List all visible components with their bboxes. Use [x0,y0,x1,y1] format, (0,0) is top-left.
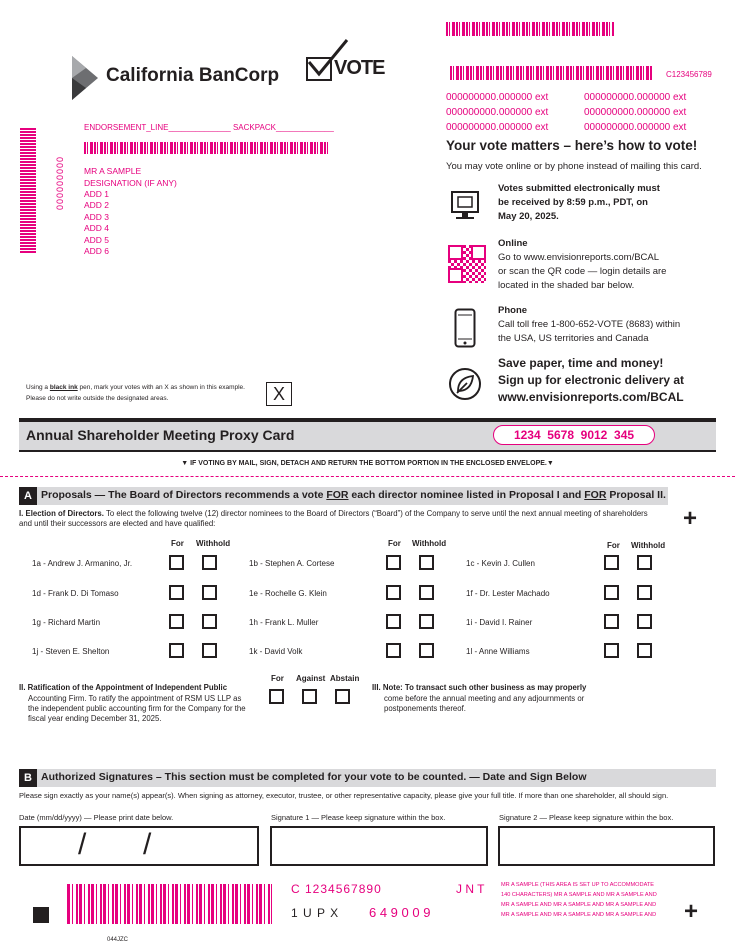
nominee-1b-withhold-checkbox[interactable] [419,555,434,570]
ext-left-3: 000000000.000000 ext [446,122,549,133]
proposal-2-line-2: Accounting Firm. To ratify the appointment of RSM US LLP as [28,694,242,703]
nominee-1e-withhold-checkbox[interactable] [419,585,434,600]
proposal-2-line-4: fiscal year ending December 31, 2025. [28,714,162,723]
nominee-1l-withhold-checkbox[interactable] [637,643,652,658]
nominee-1c-for-checkbox[interactable] [604,555,619,570]
plus-mark-footer: + [684,898,699,925]
phone-title: Phone [498,305,528,316]
deadline-line-2: be received by 8:59 p.m., PDT, on [498,197,648,208]
nominee-1f-for-checkbox[interactable] [604,585,619,600]
online-line-1: Go to www.envisionreports.com/BCAL [498,252,660,263]
nominee-1d-label: 1d - Frank D. Di Tomaso [32,589,119,598]
deadline-line-1: Votes submitted electronically must [498,183,660,194]
proposal-3-line-3: postponements thereof. [384,704,466,713]
proposal-2-line-3: the independent public accounting firm for the Company for the [28,704,246,713]
section-a-title-mid: each director nominee listed in Proposal I and [348,489,585,501]
title-bottom-rule [19,450,716,452]
phone-line-1: Call toll free 1-800-652-VOTE (8683) within [498,319,681,330]
nominee-1i-for-checkbox[interactable] [604,614,619,629]
nominee-1h-label: 1h - Frank L. Muller [249,618,319,627]
address-line-6: ADD 6 [84,246,110,256]
section-b-letter: B [19,769,37,787]
sig2-label: Signature 2 — Please keep signature within the box. [499,813,674,822]
address-line-2: ADD 2 [84,200,110,210]
phone-line-2: the USA, US territories and Canada [498,333,649,344]
mail-barcode [450,66,652,80]
proposal-3-line-1: III. Note: To transact such other business as may properly [372,683,587,692]
nominee-1i-label: 1i - David I. Rainer [466,618,533,627]
col-withhold-1: Withhold [196,539,231,548]
card-title: Annual Shareholder Meeting Proxy Card [26,427,295,443]
vote-info-title: Your vote matters – here’s how to vote! [446,138,698,153]
save-line-1: Save paper, time and money! [498,356,664,370]
section-a-letter: A [19,487,37,505]
nominee-1l-label: 1l - Anne Williams [466,647,530,656]
section-a-title [41,489,666,501]
nominee-1g-label: 1g - Richard Martin [32,618,101,627]
online-line-2: or scan the QR code — login details are [498,266,667,277]
col-withhold-2: Withhold [412,539,447,548]
address-line-designation: DESIGNATION (IF ANY) [84,178,177,188]
left-barcode [20,128,36,253]
nominee-1c-label: 1c - Kevin J. Cullen [466,559,535,568]
ink-black: black ink [49,384,78,391]
footer-number: 6 4 9 0 0 9 [369,905,431,920]
nominee-1k-for-checkbox[interactable] [386,643,401,658]
nominee-1k-label: 1k - David Volk [249,647,303,656]
nominee-1b-for-checkbox[interactable] [386,555,401,570]
nominee-1l-for-checkbox[interactable] [604,643,619,658]
nominee-1k-withhold-checkbox[interactable] [419,643,434,658]
address-code: 000000000 [55,155,65,210]
nominee-1h-for-checkbox[interactable] [386,614,401,629]
footer-square [33,907,49,923]
section-a-for-2: FOR [584,489,607,501]
proposal-2-abstain-checkbox[interactable] [335,689,350,704]
nominee-1j-for-checkbox[interactable] [169,643,184,658]
nominee-1g-for-checkbox[interactable] [169,614,184,629]
nominee-1d-withhold-checkbox[interactable] [202,585,217,600]
section-a-for-1: FOR [326,489,349,501]
proposal-2-against-checkbox[interactable] [302,689,317,704]
section-a-bar [19,487,668,505]
control-number-pill [493,425,655,445]
ink-prefix: Using a [26,384,50,391]
nominee-1a-label: 1a - Andrew J. Armanino, Jr. [32,559,133,568]
vote-info-subtitle: You may vote online or by phone instead of mailing this card. [446,161,702,172]
ext-left-2: 000000000.000000 ext [446,107,549,118]
proposal-3-line-2: come before the annual meeting and any adjournments or [384,694,585,703]
section-a-title-pre: Proposals — The Board of Directors recommends a vote [41,489,327,501]
address-barcode [84,142,330,154]
nominee-1h-withhold-checkbox[interactable] [419,614,434,629]
ext-right-2: 000000000.000000 ext [584,107,687,118]
signature-2-field[interactable] [498,826,715,866]
footer-code: C 1234567890 [291,882,382,896]
footer-sample-3: MR A SAMPLE AND MR A SAMPLE AND MR A SAMPLE AND [501,902,657,908]
company-logo-icon [72,56,98,100]
detach-instruction: ▼ IF VOTING BY MAIL, SIGN, DETACH AND RETURN THE BOTTOM PORTION IN THE ENCLOSED ENVELOPE.▼ [181,460,554,467]
save-line-3: www.envisionreports.com/BCAL [498,390,684,404]
section-b-instruction: Please sign exactly as your name(s) appear(s). When signing as attorney, executor, trustee, or other representative capacity, please give your full title. If more than one shareholder, all should sign. [19,791,669,800]
footer-upx: 1 U P X [291,906,340,920]
footer-barcode [67,884,272,924]
nominee-1a-withhold-checkbox[interactable] [202,555,217,570]
endorsement-line: ENDORSEMENT_LINE______________ SACKPACK_____________ [84,123,334,132]
proposal-1-label: I. Election of Directors. [19,509,104,518]
online-line-3: located in the shaded bar below. [498,280,635,291]
p2-col-for: For [271,674,284,683]
signature-1-field[interactable] [270,826,488,866]
nominee-1b-label: 1b - Stephen A. Cortese [249,559,335,568]
date-label: Date (mm/dd/yyyy) — Please print date below. [19,813,174,822]
qr-corner-2 [471,245,486,260]
nominee-1e-label: 1e - Rochelle G. Klein [249,589,327,598]
nominee-1e-for-checkbox[interactable] [386,585,401,600]
address-line-5: ADD 5 [84,235,110,245]
save-line-2: Sign up for electronic delivery at [498,373,685,387]
section-b-title: Authorized Signatures – This section must be completed for your vote to be counted. — Date and Sign Below [41,771,587,783]
nominee-1c-withhold-checkbox[interactable] [637,555,652,570]
phone-icon [454,308,476,348]
date-slash-1: / [78,828,87,861]
section-b-bar [19,769,716,787]
ink-instructions-line2: Please do not write outside the designated areas. [26,395,169,402]
online-title: Online [498,238,528,249]
ext-right-1: 000000000.000000 ext [584,92,687,103]
nominee-1j-withhold-checkbox[interactable] [202,643,217,658]
example-mark-box [266,382,292,406]
col-withhold-3: Withhold [631,541,666,550]
example-mark: X [272,384,285,404]
nominee-1j-label: 1j - Steven E. Shelton [32,647,110,656]
deadline-line-3: May 20, 2025. [498,211,559,222]
footer-sample-1: MR A SAMPLE (THIS AREA IS SET UP TO ACCOMMODATE [501,882,655,888]
form-code: 044JZC [107,937,129,943]
leaf-icon [448,367,482,401]
ext-right-3: 000000000.000000 ext [584,122,687,133]
nominee-1f-label: 1f - Dr. Lester Machado [466,589,550,598]
section-a-title-post: Proposal II. [606,489,666,501]
address-line-1: ADD 1 [84,189,110,199]
footer-sample-4: MR A SAMPLE AND MR A SAMPLE AND MR A SAMPLE AND [501,912,657,918]
detach-line [0,476,735,477]
mail-code: C123456789 [666,70,712,79]
footer-sample-2: 140 CHARACTERS) MR A SAMPLE AND MR A SAMPLE AND [501,892,657,898]
address-line-3: ADD 3 [84,212,110,222]
col-for-2: For [388,539,401,548]
nominee-1a-for-checkbox[interactable] [169,555,184,570]
address-line-name: MR A SAMPLE [84,166,142,176]
ext-left-1: 000000000.000000 ext [446,92,549,103]
plus-mark-a: + [683,505,698,532]
date-slash-2: / [143,828,152,861]
footer-jnt: J N T [456,882,485,896]
nominee-1g-withhold-checkbox[interactable] [202,614,217,629]
vote-logo: VOTE [334,57,385,79]
qr-corner-3 [448,268,463,283]
qr-corner-1 [448,245,463,260]
proposal-2-for-checkbox[interactable] [269,689,284,704]
ink-instructions [26,384,245,391]
p2-col-against: Against [296,674,326,683]
sig1-label: Signature 1 — Please keep signature within the box. [271,813,446,822]
address-line-4: ADD 4 [84,223,110,233]
nominee-1i-withhold-checkbox[interactable] [637,614,652,629]
control-number: 1234 5678 9012 345 [513,428,635,442]
col-for-1: For [171,539,184,548]
proposal-1-text [19,509,649,529]
date-field[interactable] [19,826,259,866]
company-name: California BanCorp [106,65,280,86]
monitor-icon [449,190,485,222]
proposal-2-line-1: II. Ratification of the Appointment of Independent Public [19,683,228,692]
nominee-1d-for-checkbox[interactable] [169,585,184,600]
p2-col-abstain: Abstain [330,674,360,683]
proposal-1-body: To elect the following twelve (12) director nominees to the Board of Directors (“Board”) of the Company to serve until the next annual meeting of shareholders and until their successors are elected and have qualified: [19,509,648,528]
nominee-1f-withhold-checkbox[interactable] [637,585,652,600]
top-barcode [446,22,614,36]
ink-suffix: pen, mark your votes with an X as shown in this example. [77,384,245,391]
col-for-3: For [607,541,620,550]
